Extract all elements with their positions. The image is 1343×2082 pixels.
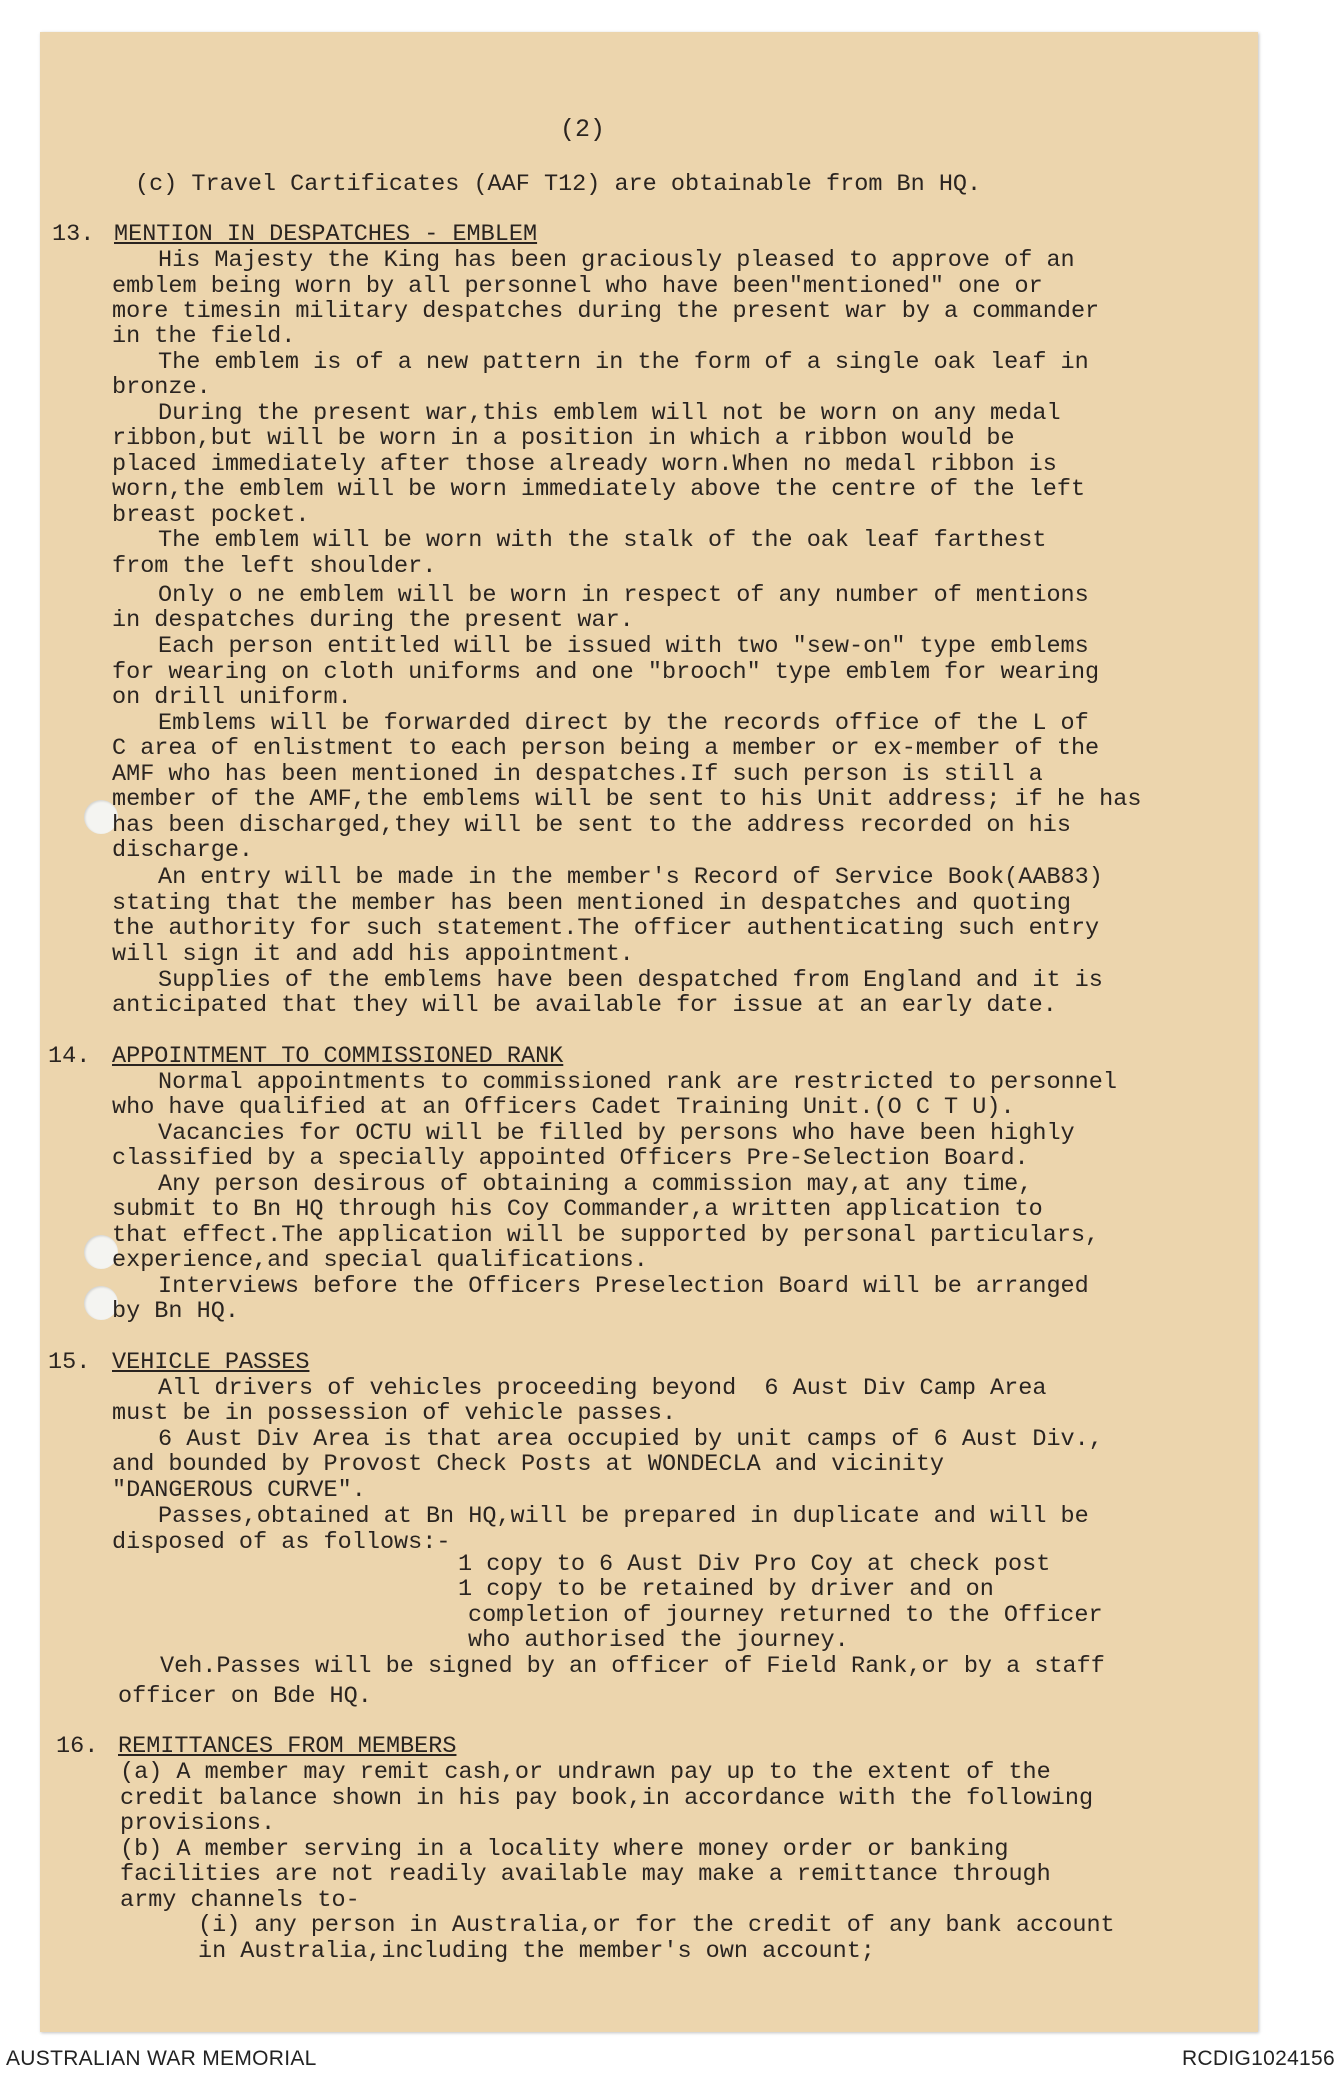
section-13-line: more timesin military despatches during the present war by a commander [112, 298, 1100, 325]
section-13-line: Only o ne emblem will be worn in respect of any number of mentions [158, 582, 1089, 609]
section-16-line: credit balance shown in his pay book,in accordance with the following [120, 1785, 1094, 1812]
footer-left-credit: AUSTRALIAN WAR MEMORIAL [6, 2047, 317, 2070]
section-14-line: submit to Bn HQ through his Coy Commander,a written application to [112, 1196, 1043, 1223]
section-13-line: for wearing on cloth uniforms and one "brooch" type emblem for wearing [112, 659, 1100, 686]
section-16-number: 16. [56, 1733, 99, 1760]
section-14-line: classified by a specially appointed Officers Pre-Selection Board. [112, 1145, 1029, 1172]
section-14-heading: APPOINTMENT TO COMMISSIONED RANK [112, 1043, 564, 1070]
section-14-line: Interviews before the Officers Preselection Board will be arranged [158, 1273, 1089, 1300]
section-15-line: "DANGEROUS CURVE". [112, 1477, 366, 1504]
section-14-line: Normal appointments to commissioned rank are restricted to personnel [158, 1069, 1117, 1096]
section-13-line: His Majesty the King has been graciously pleased to approve of an [158, 247, 1075, 274]
page-number: (2) [560, 115, 606, 144]
section-15-line: and bounded by Provost Check Posts at WONDECLA and vicinity [112, 1451, 945, 1478]
section-13-line: The emblem will be worn with the stalk of the oak leaf farthest [158, 527, 1047, 554]
section-15-line: 1 copy to be retained by driver and on [458, 1576, 994, 1603]
section-15-line: All drivers of vehicles proceeding beyond 6 Aust Div Camp Area [158, 1375, 1047, 1402]
travel-certificates-line: (c) Travel Cartificates (AAF T12) are obtainable from Bn HQ. [135, 171, 982, 198]
section-13-line: ribbon,but will be worn in a position in which a ribbon would be [112, 425, 1015, 452]
section-16-line: provisions. [120, 1810, 276, 1837]
section-15-line: Veh.Passes will be signed by an officer of Field Rank,or by a staff [160, 1653, 1105, 1680]
section-16-line: (i) any person in Australia,or for the credit of any bank account [198, 1912, 1115, 1939]
section-14-line: by Bn HQ. [112, 1298, 239, 1325]
section-13-line: Supplies of the emblems have been despatched from England and it is [158, 967, 1103, 994]
section-16-line: army channels to- [120, 1887, 360, 1914]
section-15-line: officer on Bde HQ. [118, 1683, 372, 1710]
section-15-line: who authorised the journey. [468, 1627, 849, 1654]
section-13-line: in the field. [112, 323, 296, 350]
section-13-line: from the left shoulder. [112, 553, 437, 580]
section-13-line: discharge. [112, 837, 254, 864]
section-15-line: Passes,obtained at Bn HQ,will be prepared in duplicate and will be [158, 1503, 1089, 1530]
section-15-line: must be in possession of vehicle passes. [112, 1400, 677, 1427]
section-15-line: disposed of as follows:- [112, 1529, 451, 1556]
section-16-line: (b) A member serving in a locality where money order or banking [120, 1836, 1009, 1863]
section-13-line: member of the AMF,the emblems will be sent to his Unit address; if he has [112, 786, 1142, 813]
section-13-line: placed immediately after those already worn.When no medal ribbon is [112, 451, 1057, 478]
section-14-line: that effect.The application will be supported by personal particulars, [112, 1222, 1100, 1249]
section-13-line: breast pocket. [112, 502, 310, 529]
section-13-line: on drill uniform. [112, 684, 352, 711]
section-13-line: Each person entitled will be issued with two "sew-on" type emblems [158, 633, 1089, 660]
section-13-line: Emblems will be forwarded direct by the records office of the L of [158, 710, 1089, 737]
section-13-line: worn,the emblem will be worn immediately above the centre of the left [112, 476, 1086, 503]
section-13-line: C area of enlistment to each person being a member or ex-member of the [112, 735, 1100, 762]
section-16-line: in Australia,including the member's own account; [198, 1938, 875, 1965]
section-13-number: 13. [52, 221, 95, 248]
section-13-line: bronze. [112, 374, 211, 401]
section-13-line: has been discharged,they will be sent to the address recorded on his [112, 812, 1071, 839]
section-15-number: 15. [48, 1349, 91, 1376]
section-13-line: stating that the member has been mentioned in despatches and quoting [112, 890, 1071, 917]
section-13-heading: MENTION IN DESPATCHES - EMBLEM [114, 221, 538, 248]
section-14-line: Any person desirous of obtaining a commission may,at any time, [158, 1171, 1033, 1198]
section-13-line: anticipated that they will be available for issue at an early date. [112, 992, 1057, 1019]
section-13-line: The emblem is of a new pattern in the form of a single oak leaf in [158, 349, 1089, 376]
section-16-heading: REMITTANCES FROM MEMBERS [118, 1733, 457, 1760]
section-13-line: An entry will be made in the member's Record of Service Book(AAB83) [158, 864, 1103, 891]
section-15-line: 1 copy to 6 Aust Div Pro Coy at check post [458, 1551, 1051, 1578]
section-14-number: 14. [48, 1043, 91, 1070]
section-16-line: (a) A member may remit cash,or undrawn pay up to the extent of the [120, 1759, 1051, 1786]
section-13-line: AMF who has been mentioned in despatches.If such person is still a [112, 761, 1043, 788]
section-13-line: will sign it and add his appointment. [112, 941, 634, 968]
section-13-line: During the present war,this emblem will not be worn on any medal [158, 400, 1061, 427]
section-15-heading: VEHICLE PASSES [112, 1349, 310, 1376]
footer-right-id: RCDIG1024156 [1181, 2047, 1335, 2070]
section-16-line: facilities are not readily available may make a remittance through [120, 1861, 1051, 1888]
section-13-line: emblem being worn by all personnel who have been"mentioned" one or [112, 273, 1043, 300]
section-14-line: who have qualified at an Officers Cadet Training Unit.(O C T U). [112, 1094, 1015, 1121]
section-14-line: experience,and special qualifications. [112, 1247, 648, 1274]
section-13-line: the authority for such statement.The officer authenticating such entry [112, 915, 1100, 942]
section-15-line: completion of journey returned to the Officer [468, 1602, 1103, 1629]
section-13-line: in despatches during the present war. [112, 607, 634, 634]
section-14-line: Vacancies for OCTU will be filled by persons who have been highly [158, 1120, 1075, 1147]
section-15-line: 6 Aust Div Area is that area occupied by unit camps of 6 Aust Div., [158, 1426, 1103, 1453]
